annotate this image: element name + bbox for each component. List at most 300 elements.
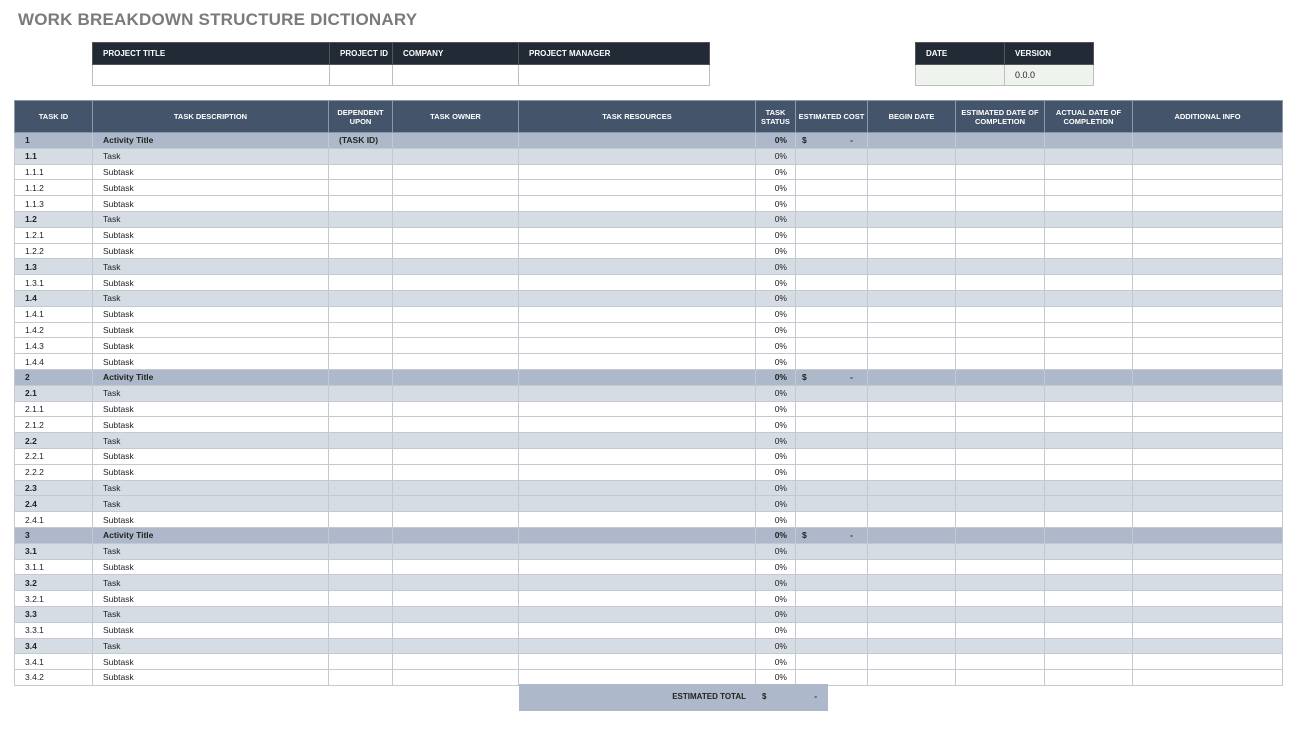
estimated-cost-cell[interactable] (796, 464, 868, 480)
estimated-completion-cell[interactable] (956, 638, 1045, 654)
dependent-upon-cell[interactable] (329, 448, 393, 464)
additional-info-cell[interactable] (1133, 559, 1283, 575)
actual-completion-cell[interactable] (1045, 527, 1133, 543)
estimated-completion-cell[interactable] (956, 290, 1045, 306)
project-manager-cell[interactable] (519, 65, 710, 86)
additional-info-cell[interactable] (1133, 227, 1283, 243)
task-id-cell[interactable]: 3.4.2 (15, 670, 93, 686)
task-id-cell[interactable]: 1.4.4 (15, 354, 93, 370)
task-owner-cell[interactable] (393, 464, 519, 480)
actual-completion-cell[interactable] (1045, 433, 1133, 449)
task-owner-cell[interactable] (393, 480, 519, 496)
additional-info-cell[interactable] (1133, 243, 1283, 259)
task-id-cell[interactable]: 3 (15, 527, 93, 543)
task-description-cell[interactable]: Activity Title (93, 369, 329, 385)
actual-completion-cell[interactable] (1045, 417, 1133, 433)
company-cell[interactable] (393, 65, 519, 86)
begin-date-cell[interactable] (868, 290, 956, 306)
actual-completion-cell[interactable] (1045, 164, 1133, 180)
estimated-cost-cell[interactable] (796, 606, 868, 622)
task-owner-cell[interactable] (393, 369, 519, 385)
task-id-cell[interactable]: 2.3 (15, 480, 93, 496)
task-owner-cell[interactable] (393, 164, 519, 180)
estimated-completion-cell[interactable] (956, 401, 1045, 417)
additional-info-cell[interactable] (1133, 354, 1283, 370)
task-owner-cell[interactable] (393, 448, 519, 464)
task-resources-cell[interactable] (519, 480, 756, 496)
task-description-cell[interactable]: Task (93, 496, 329, 512)
estimated-completion-cell[interactable] (956, 275, 1045, 291)
actual-completion-cell[interactable] (1045, 670, 1133, 686)
actual-completion-cell[interactable] (1045, 496, 1133, 512)
task-description-cell[interactable]: Subtask (93, 401, 329, 417)
actual-completion-cell[interactable] (1045, 654, 1133, 670)
task-id-cell[interactable]: 1.2.2 (15, 243, 93, 259)
task-status-cell[interactable]: 0% (756, 148, 796, 164)
begin-date-cell[interactable] (868, 417, 956, 433)
task-id-cell[interactable]: 3.2 (15, 575, 93, 591)
task-id-cell[interactable]: 2.2 (15, 433, 93, 449)
actual-completion-cell[interactable] (1045, 606, 1133, 622)
task-status-cell[interactable]: 0% (756, 670, 796, 686)
additional-info-cell[interactable] (1133, 464, 1283, 480)
estimated-cost-cell[interactable] (796, 338, 868, 354)
task-description-cell[interactable]: Subtask (93, 322, 329, 338)
task-resources-cell[interactable] (519, 464, 756, 480)
task-status-cell[interactable]: 0% (756, 211, 796, 227)
task-description-cell[interactable]: Subtask (93, 464, 329, 480)
estimated-completion-cell[interactable] (956, 385, 1045, 401)
task-id-cell[interactable]: 1.1.1 (15, 164, 93, 180)
estimated-cost-cell[interactable] (796, 401, 868, 417)
additional-info-cell[interactable] (1133, 306, 1283, 322)
estimated-completion-cell[interactable] (956, 606, 1045, 622)
actual-completion-cell[interactable] (1045, 401, 1133, 417)
task-description-cell[interactable]: Subtask (93, 227, 329, 243)
actual-completion-cell[interactable] (1045, 180, 1133, 196)
task-owner-cell[interactable] (393, 543, 519, 559)
estimated-cost-cell[interactable] (796, 148, 868, 164)
dependent-upon-cell[interactable] (329, 512, 393, 528)
task-resources-cell[interactable] (519, 527, 756, 543)
task-status-cell[interactable]: 0% (756, 448, 796, 464)
task-status-cell[interactable]: 0% (756, 638, 796, 654)
task-owner-cell[interactable] (393, 211, 519, 227)
additional-info-cell[interactable] (1133, 259, 1283, 275)
estimated-completion-cell[interactable] (956, 322, 1045, 338)
task-resources-cell[interactable] (519, 575, 756, 591)
task-resources-cell[interactable] (519, 654, 756, 670)
estimated-completion-cell[interactable] (956, 559, 1045, 575)
additional-info-cell[interactable] (1133, 527, 1283, 543)
task-owner-cell[interactable] (393, 275, 519, 291)
task-resources-cell[interactable] (519, 354, 756, 370)
task-owner-cell[interactable] (393, 591, 519, 607)
estimated-cost-cell[interactable] (796, 543, 868, 559)
task-owner-cell[interactable] (393, 496, 519, 512)
estimated-cost-cell[interactable] (796, 322, 868, 338)
additional-info-cell[interactable] (1133, 480, 1283, 496)
task-description-cell[interactable]: Subtask (93, 243, 329, 259)
estimated-cost-cell[interactable] (796, 417, 868, 433)
estimated-cost-cell[interactable] (796, 591, 868, 607)
task-resources-cell[interactable] (519, 164, 756, 180)
task-resources-cell[interactable] (519, 448, 756, 464)
task-description-cell[interactable]: Task (93, 543, 329, 559)
task-status-cell[interactable]: 0% (756, 622, 796, 638)
begin-date-cell[interactable] (868, 527, 956, 543)
actual-completion-cell[interactable] (1045, 133, 1133, 149)
task-description-cell[interactable]: Task (93, 148, 329, 164)
task-description-cell[interactable]: Subtask (93, 512, 329, 528)
task-owner-cell[interactable] (393, 512, 519, 528)
task-resources-cell[interactable] (519, 512, 756, 528)
task-resources-cell[interactable] (519, 433, 756, 449)
begin-date-cell[interactable] (868, 559, 956, 575)
additional-info-cell[interactable] (1133, 275, 1283, 291)
estimated-cost-cell[interactable] (796, 354, 868, 370)
estimated-completion-cell[interactable] (956, 448, 1045, 464)
actual-completion-cell[interactable] (1045, 512, 1133, 528)
task-id-cell[interactable]: 2.2.1 (15, 448, 93, 464)
task-resources-cell[interactable] (519, 496, 756, 512)
actual-completion-cell[interactable] (1045, 622, 1133, 638)
task-description-cell[interactable]: Activity Title (93, 133, 329, 149)
actual-completion-cell[interactable] (1045, 591, 1133, 607)
dependent-upon-cell[interactable]: (TASK ID) (329, 133, 393, 149)
begin-date-cell[interactable] (868, 259, 956, 275)
estimated-cost-cell[interactable] (796, 575, 868, 591)
begin-date-cell[interactable] (868, 448, 956, 464)
task-status-cell[interactable]: 0% (756, 512, 796, 528)
dependent-upon-cell[interactable] (329, 180, 393, 196)
task-owner-cell[interactable] (393, 385, 519, 401)
begin-date-cell[interactable] (868, 543, 956, 559)
begin-date-cell[interactable] (868, 575, 956, 591)
dependent-upon-cell[interactable] (329, 306, 393, 322)
begin-date-cell[interactable] (868, 433, 956, 449)
task-description-cell[interactable]: Task (93, 385, 329, 401)
task-resources-cell[interactable] (519, 275, 756, 291)
begin-date-cell[interactable] (868, 480, 956, 496)
dependent-upon-cell[interactable] (329, 211, 393, 227)
task-id-cell[interactable]: 3.1 (15, 543, 93, 559)
estimated-completion-cell[interactable] (956, 575, 1045, 591)
task-status-cell[interactable]: 0% (756, 338, 796, 354)
task-description-cell[interactable]: Subtask (93, 354, 329, 370)
task-status-cell[interactable]: 0% (756, 559, 796, 575)
task-owner-cell[interactable] (393, 401, 519, 417)
dependent-upon-cell[interactable] (329, 148, 393, 164)
task-status-cell[interactable]: 0% (756, 606, 796, 622)
dependent-upon-cell[interactable] (329, 527, 393, 543)
task-owner-cell[interactable] (393, 148, 519, 164)
task-status-cell[interactable]: 0% (756, 480, 796, 496)
begin-date-cell[interactable] (868, 606, 956, 622)
task-description-cell[interactable]: Task (93, 606, 329, 622)
begin-date-cell[interactable] (868, 196, 956, 212)
actual-completion-cell[interactable] (1045, 543, 1133, 559)
task-id-cell[interactable]: 2.4.1 (15, 512, 93, 528)
task-description-cell[interactable]: Subtask (93, 622, 329, 638)
dependent-upon-cell[interactable] (329, 606, 393, 622)
estimated-cost-cell[interactable] (796, 622, 868, 638)
additional-info-cell[interactable] (1133, 338, 1283, 354)
estimated-cost-cell[interactable] (796, 480, 868, 496)
dependent-upon-cell[interactable] (329, 354, 393, 370)
actual-completion-cell[interactable] (1045, 275, 1133, 291)
task-id-cell[interactable]: 1.4.1 (15, 306, 93, 322)
dependent-upon-cell[interactable] (329, 243, 393, 259)
estimated-cost-cell[interactable] (796, 654, 868, 670)
additional-info-cell[interactable] (1133, 385, 1283, 401)
task-resources-cell[interactable] (519, 133, 756, 149)
estimated-completion-cell[interactable] (956, 306, 1045, 322)
estimated-completion-cell[interactable] (956, 622, 1045, 638)
actual-completion-cell[interactable] (1045, 385, 1133, 401)
task-status-cell[interactable]: 0% (756, 527, 796, 543)
task-owner-cell[interactable] (393, 290, 519, 306)
additional-info-cell[interactable] (1133, 417, 1283, 433)
task-id-cell[interactable]: 1.1.2 (15, 180, 93, 196)
task-id-cell[interactable]: 3.4 (15, 638, 93, 654)
task-id-cell[interactable]: 1.4 (15, 290, 93, 306)
task-id-cell[interactable]: 1.4.2 (15, 322, 93, 338)
estimated-completion-cell[interactable] (956, 259, 1045, 275)
task-owner-cell[interactable] (393, 180, 519, 196)
begin-date-cell[interactable] (868, 369, 956, 385)
task-owner-cell[interactable] (393, 433, 519, 449)
dependent-upon-cell[interactable] (329, 322, 393, 338)
task-description-cell[interactable]: Task (93, 638, 329, 654)
task-description-cell[interactable]: Task (93, 290, 329, 306)
begin-date-cell[interactable] (868, 385, 956, 401)
begin-date-cell[interactable] (868, 638, 956, 654)
estimated-completion-cell[interactable] (956, 433, 1045, 449)
additional-info-cell[interactable] (1133, 290, 1283, 306)
estimated-cost-cell[interactable] (796, 448, 868, 464)
task-owner-cell[interactable] (393, 559, 519, 575)
task-owner-cell[interactable] (393, 606, 519, 622)
begin-date-cell[interactable] (868, 496, 956, 512)
estimated-cost-cell[interactable] (796, 496, 868, 512)
dependent-upon-cell[interactable] (329, 290, 393, 306)
estimated-completion-cell[interactable] (956, 180, 1045, 196)
estimated-completion-cell[interactable] (956, 164, 1045, 180)
project-id-cell[interactable] (330, 65, 393, 86)
estimated-completion-cell[interactable] (956, 496, 1045, 512)
task-id-cell[interactable]: 1.1.3 (15, 196, 93, 212)
estimated-cost-cell[interactable] (796, 227, 868, 243)
estimated-cost-cell[interactable] (796, 512, 868, 528)
task-status-cell[interactable]: 0% (756, 133, 796, 149)
task-description-cell[interactable]: Subtask (93, 275, 329, 291)
begin-date-cell[interactable] (868, 622, 956, 638)
task-owner-cell[interactable] (393, 306, 519, 322)
task-resources-cell[interactable] (519, 369, 756, 385)
estimated-completion-cell[interactable] (956, 243, 1045, 259)
additional-info-cell[interactable] (1133, 654, 1283, 670)
additional-info-cell[interactable] (1133, 369, 1283, 385)
estimated-cost-cell[interactable] (796, 211, 868, 227)
task-status-cell[interactable]: 0% (756, 227, 796, 243)
task-description-cell[interactable]: Task (93, 211, 329, 227)
additional-info-cell[interactable] (1133, 133, 1283, 149)
task-resources-cell[interactable] (519, 196, 756, 212)
begin-date-cell[interactable] (868, 464, 956, 480)
additional-info-cell[interactable] (1133, 512, 1283, 528)
actual-completion-cell[interactable] (1045, 338, 1133, 354)
begin-date-cell[interactable] (868, 148, 956, 164)
begin-date-cell[interactable] (868, 227, 956, 243)
task-id-cell[interactable]: 1.2.1 (15, 227, 93, 243)
task-description-cell[interactable]: Subtask (93, 670, 329, 686)
task-id-cell[interactable]: 1.3 (15, 259, 93, 275)
dependent-upon-cell[interactable] (329, 259, 393, 275)
task-owner-cell[interactable] (393, 322, 519, 338)
task-status-cell[interactable]: 0% (756, 543, 796, 559)
date-cell[interactable] (916, 65, 1005, 86)
task-resources-cell[interactable] (519, 606, 756, 622)
dependent-upon-cell[interactable] (329, 227, 393, 243)
dependent-upon-cell[interactable] (329, 401, 393, 417)
begin-date-cell[interactable] (868, 512, 956, 528)
task-owner-cell[interactable] (393, 338, 519, 354)
estimated-completion-cell[interactable] (956, 512, 1045, 528)
task-id-cell[interactable]: 1 (15, 133, 93, 149)
begin-date-cell[interactable] (868, 306, 956, 322)
task-id-cell[interactable]: 2.1.1 (15, 401, 93, 417)
task-status-cell[interactable]: 0% (756, 369, 796, 385)
begin-date-cell[interactable] (868, 133, 956, 149)
actual-completion-cell[interactable] (1045, 322, 1133, 338)
actual-completion-cell[interactable] (1045, 148, 1133, 164)
dependent-upon-cell[interactable] (329, 559, 393, 575)
estimated-cost-cell[interactable] (796, 133, 868, 149)
task-status-cell[interactable]: 0% (756, 275, 796, 291)
task-owner-cell[interactable] (393, 133, 519, 149)
task-status-cell[interactable]: 0% (756, 433, 796, 449)
additional-info-cell[interactable] (1133, 401, 1283, 417)
task-description-cell[interactable]: Subtask (93, 654, 329, 670)
actual-completion-cell[interactable] (1045, 464, 1133, 480)
task-status-cell[interactable]: 0% (756, 164, 796, 180)
task-owner-cell[interactable] (393, 654, 519, 670)
task-description-cell[interactable]: Subtask (93, 164, 329, 180)
actual-completion-cell[interactable] (1045, 559, 1133, 575)
task-status-cell[interactable]: 0% (756, 417, 796, 433)
actual-completion-cell[interactable] (1045, 259, 1133, 275)
task-description-cell[interactable]: Subtask (93, 306, 329, 322)
task-status-cell[interactable]: 0% (756, 290, 796, 306)
task-description-cell[interactable]: Task (93, 480, 329, 496)
estimated-completion-cell[interactable] (956, 133, 1045, 149)
additional-info-cell[interactable] (1133, 433, 1283, 449)
task-resources-cell[interactable] (519, 622, 756, 638)
task-resources-cell[interactable] (519, 243, 756, 259)
task-id-cell[interactable]: 3.3 (15, 606, 93, 622)
actual-completion-cell[interactable] (1045, 369, 1133, 385)
task-owner-cell[interactable] (393, 243, 519, 259)
dependent-upon-cell[interactable] (329, 654, 393, 670)
additional-info-cell[interactable] (1133, 591, 1283, 607)
task-status-cell[interactable]: 0% (756, 385, 796, 401)
estimated-cost-cell[interactable] (796, 638, 868, 654)
actual-completion-cell[interactable] (1045, 211, 1133, 227)
task-resources-cell[interactable] (519, 559, 756, 575)
task-description-cell[interactable]: Subtask (93, 591, 329, 607)
task-id-cell[interactable]: 1.3.1 (15, 275, 93, 291)
begin-date-cell[interactable] (868, 322, 956, 338)
task-description-cell[interactable]: Activity Title (93, 527, 329, 543)
estimated-completion-cell[interactable] (956, 417, 1045, 433)
task-resources-cell[interactable] (519, 591, 756, 607)
dependent-upon-cell[interactable] (329, 622, 393, 638)
task-resources-cell[interactable] (519, 148, 756, 164)
task-resources-cell[interactable] (519, 638, 756, 654)
task-owner-cell[interactable] (393, 622, 519, 638)
task-status-cell[interactable]: 0% (756, 496, 796, 512)
actual-completion-cell[interactable] (1045, 638, 1133, 654)
estimated-completion-cell[interactable] (956, 196, 1045, 212)
dependent-upon-cell[interactable] (329, 196, 393, 212)
additional-info-cell[interactable] (1133, 196, 1283, 212)
task-owner-cell[interactable] (393, 527, 519, 543)
begin-date-cell[interactable] (868, 243, 956, 259)
dependent-upon-cell[interactable] (329, 464, 393, 480)
task-owner-cell[interactable] (393, 354, 519, 370)
additional-info-cell[interactable] (1133, 148, 1283, 164)
task-description-cell[interactable]: Subtask (93, 417, 329, 433)
estimated-completion-cell[interactable] (956, 591, 1045, 607)
estimated-completion-cell[interactable] (956, 527, 1045, 543)
begin-date-cell[interactable] (868, 354, 956, 370)
actual-completion-cell[interactable] (1045, 243, 1133, 259)
estimated-cost-cell[interactable] (796, 290, 868, 306)
project-title-cell[interactable] (93, 65, 330, 86)
task-description-cell[interactable]: Task (93, 433, 329, 449)
task-resources-cell[interactable] (519, 306, 756, 322)
task-id-cell[interactable]: 3.3.1 (15, 622, 93, 638)
task-owner-cell[interactable] (393, 575, 519, 591)
begin-date-cell[interactable] (868, 211, 956, 227)
dependent-upon-cell[interactable] (329, 338, 393, 354)
actual-completion-cell[interactable] (1045, 227, 1133, 243)
actual-completion-cell[interactable] (1045, 196, 1133, 212)
task-description-cell[interactable]: Subtask (93, 448, 329, 464)
task-owner-cell[interactable] (393, 196, 519, 212)
estimated-cost-cell[interactable] (796, 306, 868, 322)
task-id-cell[interactable]: 2.1.2 (15, 417, 93, 433)
task-resources-cell[interactable] (519, 385, 756, 401)
additional-info-cell[interactable] (1133, 164, 1283, 180)
begin-date-cell[interactable] (868, 401, 956, 417)
dependent-upon-cell[interactable] (329, 591, 393, 607)
task-description-cell[interactable]: Subtask (93, 196, 329, 212)
estimated-completion-cell[interactable] (956, 670, 1045, 686)
task-id-cell[interactable]: 1.2 (15, 211, 93, 227)
estimated-completion-cell[interactable] (956, 464, 1045, 480)
task-owner-cell[interactable] (393, 670, 519, 686)
task-id-cell[interactable]: 2.1 (15, 385, 93, 401)
actual-completion-cell[interactable] (1045, 354, 1133, 370)
dependent-upon-cell[interactable] (329, 385, 393, 401)
additional-info-cell[interactable] (1133, 670, 1283, 686)
task-resources-cell[interactable] (519, 417, 756, 433)
estimated-cost-cell[interactable] (796, 433, 868, 449)
actual-completion-cell[interactable] (1045, 448, 1133, 464)
dependent-upon-cell[interactable] (329, 164, 393, 180)
